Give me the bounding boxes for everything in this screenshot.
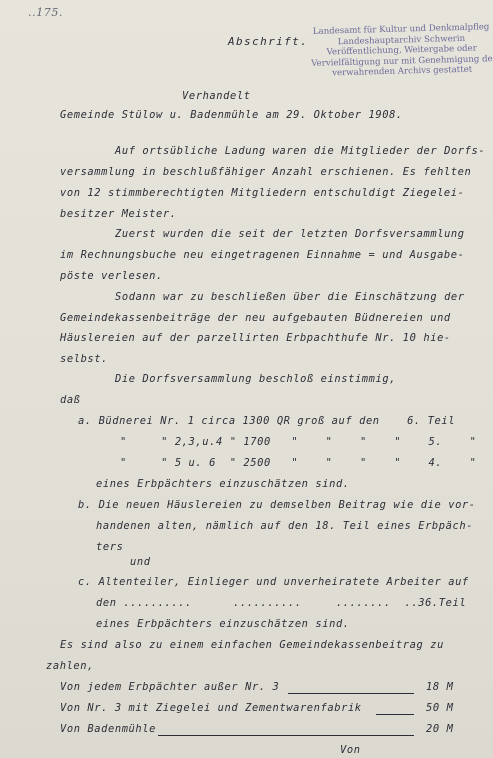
item-c-line: eines Erbpächters einzuschätzen sind. [96,618,350,630]
stamp-line: Veröffentlichung, Weitergabe oder [326,43,477,58]
stamp-line: verwahrenden Archivs gestattet [332,65,473,79]
body-line: von 12 stimmberechtigten Mitgliedern entschuldigt Ziegelei- [60,187,465,199]
payment-amount: 20 M [426,723,454,735]
summary-line: zahlen, [46,660,94,672]
fill-line [158,735,414,736]
item-a-line: a. Büdnerei Nr. 1 circa 1300 QR groß auf den 6. Teil [78,415,456,427]
stamp-line: Landeshauptarchiv Schwerin [337,33,466,47]
body-line: Zuerst wurden die seit der letzten Dorfsversammlung [115,228,465,240]
payment-amount: 18 M [426,681,454,693]
body-line: Häuslereien auf der parzellirten Erbpachthufe Nr. 10 hie- [60,332,451,344]
body-line: Die Dorfsversammlung beschloß einstimmig, [115,373,397,385]
verhandelt-heading: Verhandelt [182,90,251,102]
body-line: besitzer Meister. [60,208,177,220]
body-line: versammlung in beschlußfähiger Anzahl erschienen. Es fehlten [60,166,472,178]
item-b-line: und [130,556,151,568]
item-b-line: b. Die neuen Häuslereien zu demselben Beitrag wie die vor- [78,499,476,511]
payment-label: Von jedem Erbpächter außer Nr. 3 [60,681,280,693]
footer-word: Von [340,744,361,756]
item-a-line: eines Erbpächters einzuschätzen sind. [96,478,350,490]
body-line: selbst. [60,353,108,365]
body-line: Sodann war zu beschließen über die Einschätzung der [115,291,465,303]
item-a-line: " " 5 u. 6 " 2500 " " " " 4. " [120,457,477,469]
payment-amount: 50 M [426,702,454,714]
archive-stamp [308,22,493,80]
item-a-line: " " 2,3,u.4 " 1700 " " " " 5. " [120,436,477,448]
body-line: Gemeindekassenbeiträge der neu aufgebauten Büdnereien und [60,312,451,324]
abschrift-label: Abschrift. [228,35,309,48]
gemeinde-line: Gemeinde Stülow u. Badenmühle am 29. Oktober 1908. [60,109,403,121]
item-b-line: handenen alten, nämlich auf den 18. Teil eines Erbpäch- [96,520,474,532]
body-line: im Rechnungsbuche neu eingetragenen Einnahme = und Ausgabe- [60,249,465,261]
stamp-line: Landesamt für Kultur und Denkmalpfleg [312,22,490,37]
stamp-line: Vervielfältigung nur mit Genehmigung de [311,53,493,69]
payment-label: Von Nr. 3 mit Ziegelei und Zementwarenfabrik [60,702,362,714]
payment-label: Von Badenmühle [60,723,156,735]
body-line: daß [60,394,81,406]
page-number: ..175. [28,6,64,19]
fill-line [376,714,414,715]
fill-line [288,693,414,694]
summary-line: Es sind also zu einem einfachen Gemeindekassenbeitrag zu [60,639,444,651]
item-c-line: c. Altenteiler, Einlieger und unverheiratete Arbeiter auf [78,576,469,588]
body-line: Auf ortsübliche Ladung waren die Mitglieder der Dorfs- [115,145,486,157]
body-line: pöste verlesen. [60,270,163,282]
item-b-line: ters [96,541,124,553]
item-c-line: den .......... .......... ........ ..36.Teil [96,597,467,609]
